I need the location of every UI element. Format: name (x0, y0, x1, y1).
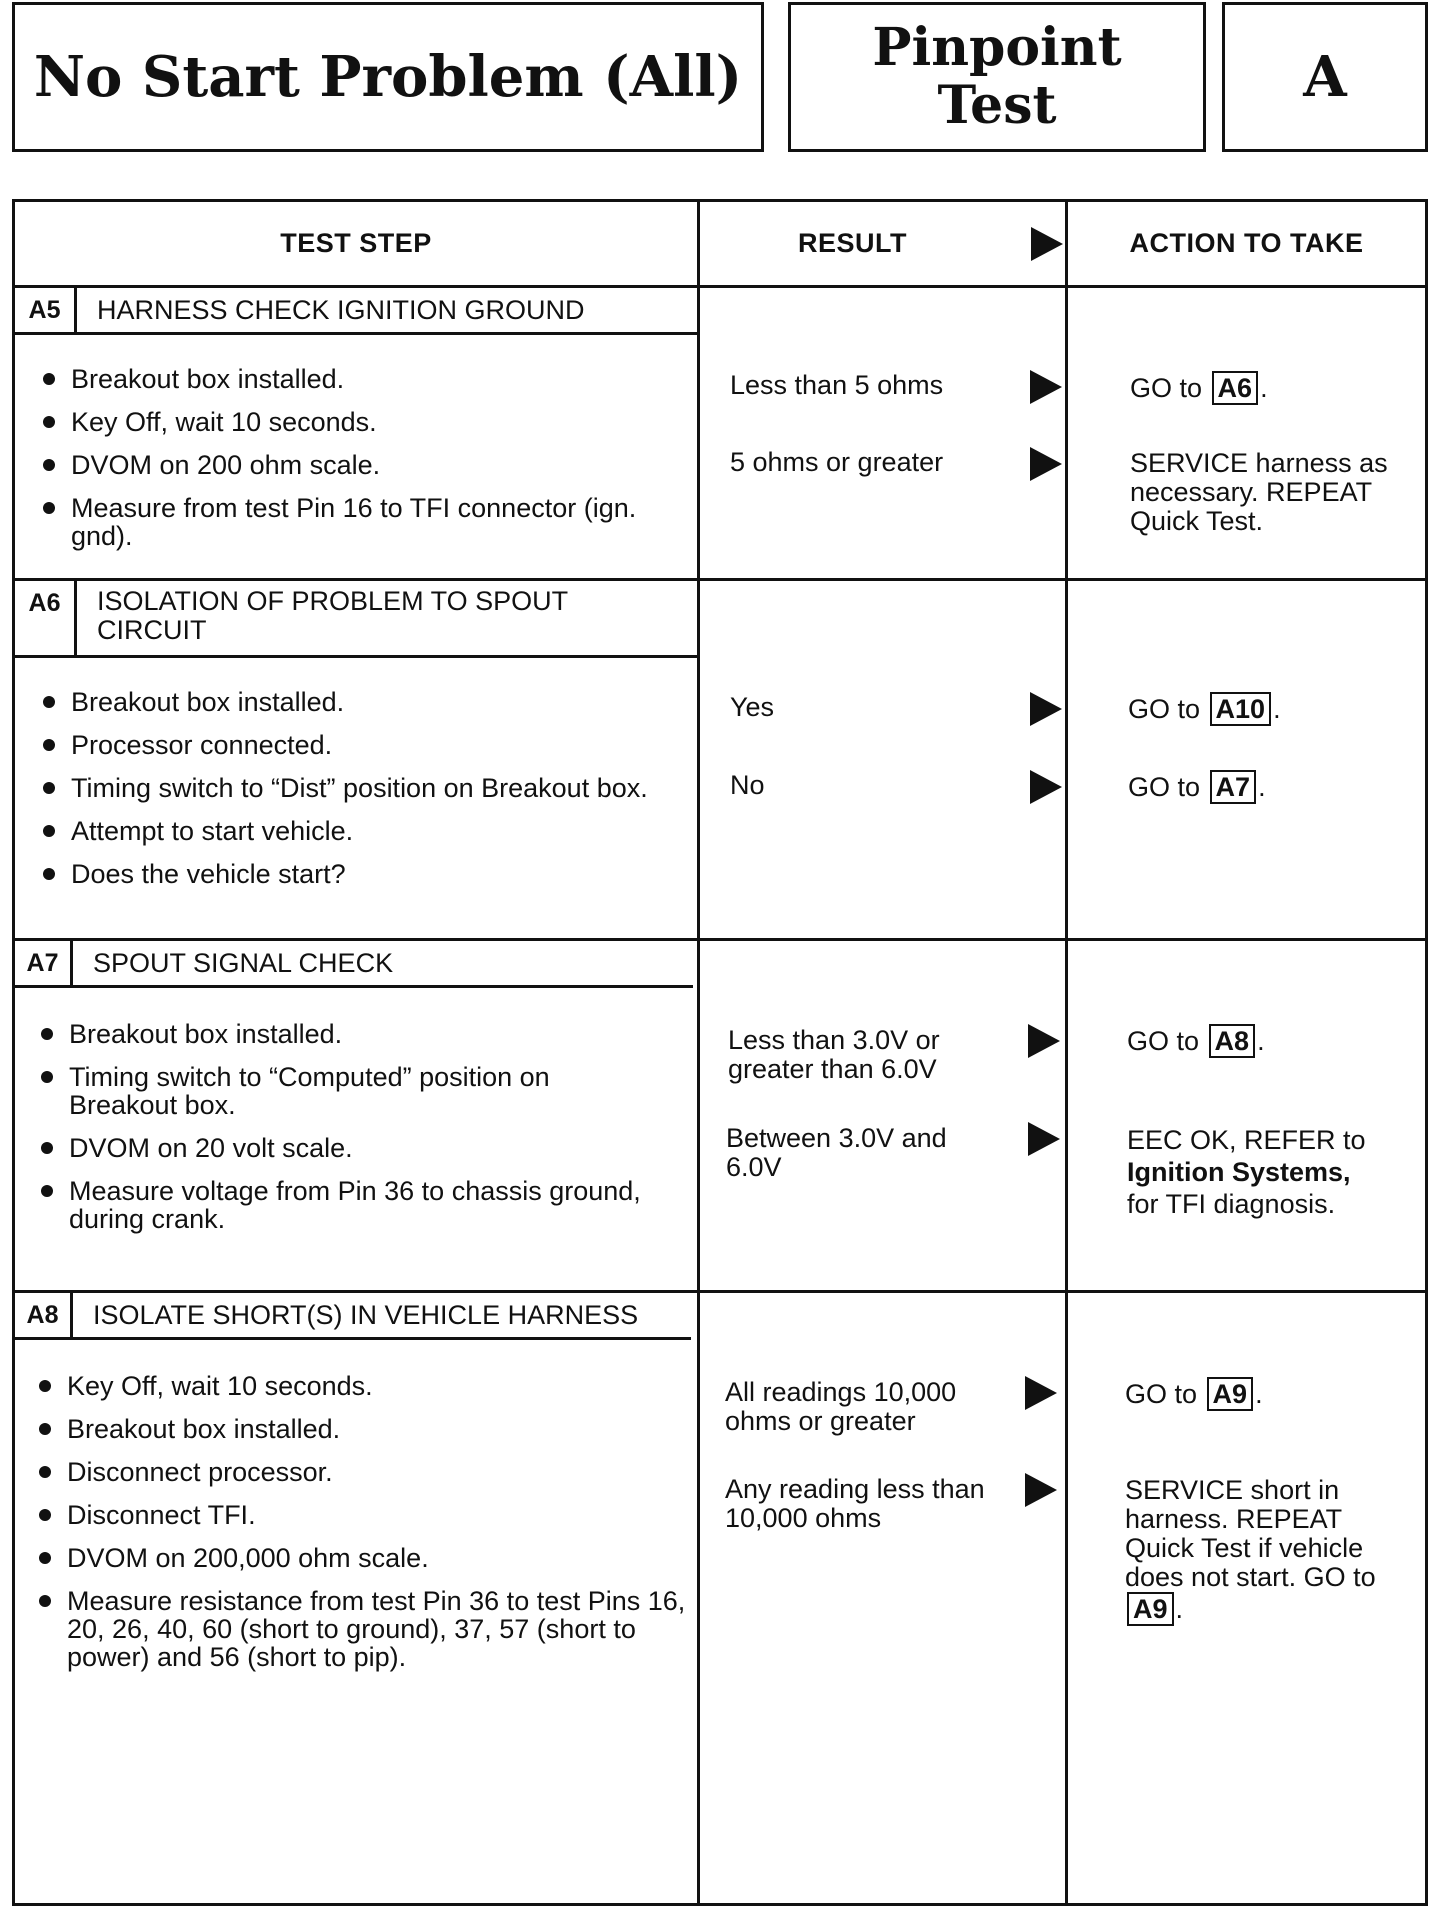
result-text: All readings 10,000 ohms or greater (725, 1377, 957, 1436)
step-id: A7 (15, 941, 73, 985)
step-id: A8 (15, 1293, 73, 1337)
ref-box-a7[interactable]: A7 (1210, 770, 1257, 804)
result-text: Yes (730, 692, 775, 722)
step-bullets (41, 1020, 691, 1248)
bullet-item: Breakout box installed. (43, 688, 693, 716)
action-text: GO to A9 . (1125, 1379, 1263, 1409)
arrow-right-icon (1031, 227, 1063, 261)
step-header (15, 288, 697, 335)
step-header (15, 941, 693, 988)
col-header-result (700, 202, 1065, 285)
pinpoint-line-2: Test (937, 75, 1057, 136)
result-text: Less than 5 ohms (730, 370, 944, 400)
bullet-item: Measure voltage from Pin 36 to chassis ground, during crank. (41, 1177, 691, 1233)
bullet-item: DVOM on 20 volt scale. (41, 1134, 691, 1162)
arrow-right-icon (1030, 692, 1062, 726)
bullet-item: Breakout box installed. (39, 1415, 689, 1443)
ref-box-a6[interactable]: A6 (1212, 371, 1259, 405)
result-text: Less than 3.0V or greater than 6.0V (728, 1025, 940, 1084)
action-text: GO to A6 . (1130, 373, 1268, 403)
result-text: No (730, 770, 765, 800)
column-divider-2 (1065, 202, 1068, 1903)
ref-box-a10[interactable]: A10 (1210, 692, 1272, 726)
action-text: GO to A8 . (1127, 1026, 1265, 1056)
col-header-result-label: RESULT (798, 228, 907, 258)
ref-box-a9[interactable]: A9 (1207, 1377, 1254, 1411)
bullet-item: DVOM on 200 ohm scale. (43, 451, 693, 479)
bullet-item: Disconnect TFI. (39, 1501, 689, 1529)
bullet-item: Attempt to start vehicle. (43, 817, 693, 845)
action-text: SERVICE harness as necessary. REPEAT Quick Test. (1130, 448, 1388, 536)
arrow-right-icon (1030, 447, 1062, 481)
arrow-right-icon (1028, 1122, 1060, 1156)
arrow-right-icon (1028, 1024, 1060, 1058)
step-title: HARNESS CHECK IGNITION GROUND (97, 294, 585, 325)
ref-box-a8[interactable]: A8 (1209, 1024, 1256, 1058)
step-bullets (39, 1372, 689, 1686)
col-header-action: ACTION TO TAKE (1129, 228, 1364, 258)
ref-box-a9[interactable]: A9 (1127, 1592, 1174, 1626)
step-bullets (43, 365, 693, 565)
bullet-item: Key Off, wait 10 seconds. (43, 408, 693, 436)
step-title: SPOUT SIGNAL CHECK (93, 947, 394, 978)
bullet-item: Disconnect processor. (39, 1458, 689, 1486)
arrow-right-icon (1030, 370, 1062, 404)
step-bullets (43, 688, 693, 903)
bullet-item: Timing switch to “Dist” position on Breakout box. (43, 774, 651, 802)
test-letter: A (1222, 2, 1428, 152)
action-text: GO to A10 . (1128, 694, 1281, 724)
bullet-item: Timing switch to “Computed” position on Breakout box. (41, 1063, 629, 1119)
step-header (15, 1293, 691, 1340)
bullet-item: Processor connected. (43, 731, 693, 759)
pinpoint-line-1: Pinpoint (872, 17, 1122, 78)
bullet-item: Measure resistance from test Pin 36 to test Pins 16, 20, 26, 40, 60 (short to ground), 37, 57 (short to power) and 56 (short to pip). (39, 1587, 689, 1671)
bullet-item: Breakout box installed. (43, 365, 693, 393)
col-header-test-step: TEST STEP (280, 228, 432, 258)
result-text: Between 3.0V and 6.0V (726, 1123, 947, 1182)
arrow-right-icon (1030, 770, 1062, 804)
pinpoint-test-label (788, 2, 1206, 152)
action-text: GO to A7 . (1128, 772, 1266, 802)
step-title: ISOLATE SHORT(S) IN VEHICLE HARNESS (93, 1299, 639, 1330)
page-title: No Start Problem (All) (12, 2, 764, 152)
step-header (15, 581, 697, 658)
result-text: 5 ohms or greater (730, 447, 944, 477)
step-title: ISOLATION OF PROBLEM TO SPOUT CIRCUIT (97, 586, 568, 645)
arrow-right-icon (1025, 1473, 1057, 1507)
step-id: A5 (15, 288, 77, 332)
bullet-item: Measure from test Pin 16 to TFI connector (ign. gnd). (43, 494, 693, 550)
action-text: SERVICE short in harness. REPEAT Quick Test if vehicle does not start. GO to A9 . (1125, 1475, 1376, 1624)
bullet-item: DVOM on 200,000 ohm scale. (39, 1544, 689, 1572)
column-divider-1 (697, 202, 700, 1903)
result-text: Any reading less than 10,000 ohms (725, 1474, 985, 1533)
bullet-item: Breakout box installed. (41, 1020, 691, 1048)
bullet-item: Does the vehicle start? (43, 860, 693, 888)
step-id: A6 (15, 581, 77, 655)
test-table (12, 199, 1428, 1906)
bullet-item: Key Off, wait 10 seconds. (39, 1372, 689, 1400)
arrow-right-icon (1025, 1376, 1057, 1410)
action-text: EEC OK, REFER to Ignition Systems, for TFI diagnosis. (1127, 1125, 1366, 1219)
